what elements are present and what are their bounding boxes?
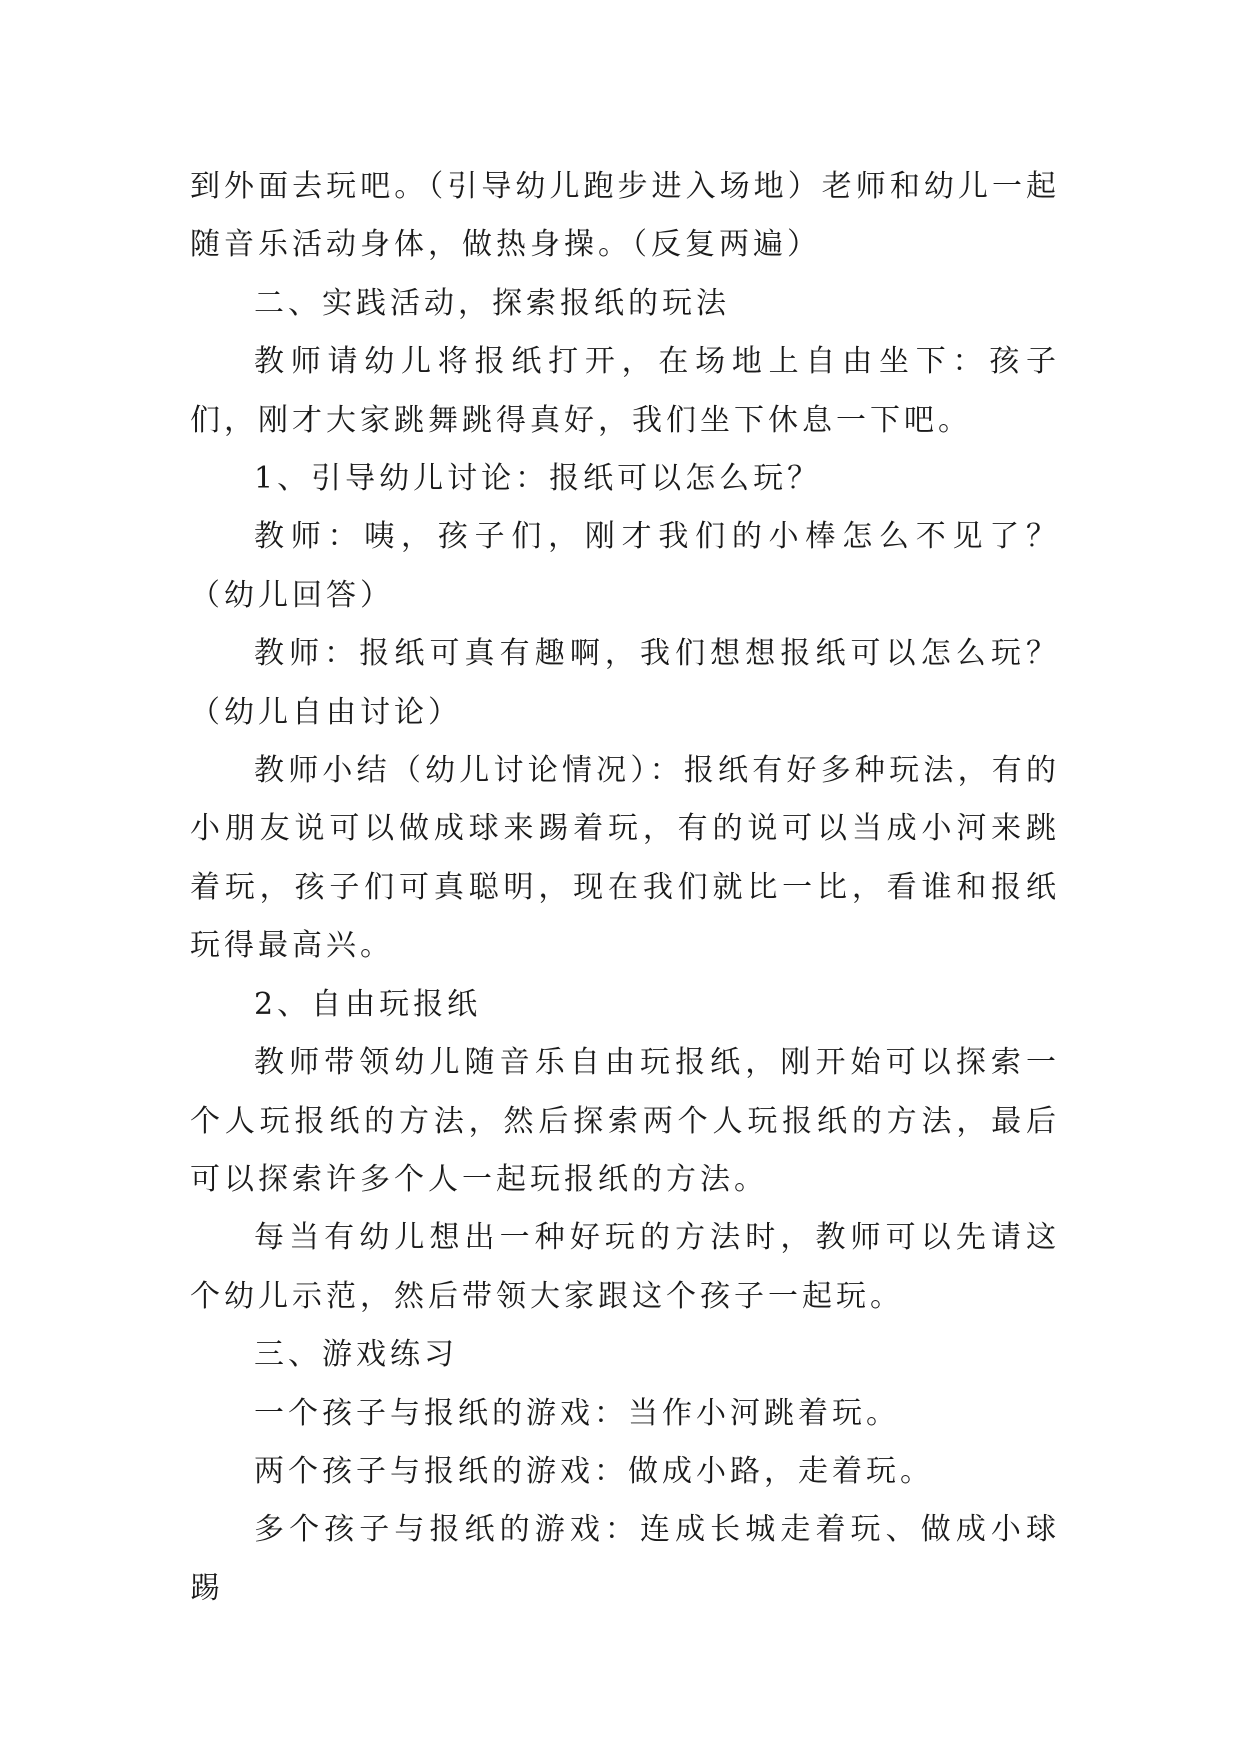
paragraph-game-many-children: 多个孩子与报纸的游戏：连成长城走着玩、做成小球踢 [190, 1512, 1060, 1606]
section-heading-practice: 二、实践活动，探索报纸的玩法 [254, 285, 730, 321]
subheading-free-play: 2、自由玩报纸 [254, 986, 482, 1022]
subheading-discussion: 1、引导幼儿讨论：报纸可以怎么玩？ [254, 461, 822, 497]
paragraph-teacher-summary: 教师小结（幼儿讨论情况）：报纸有好多种玩法，有的小朋友说可以做成球来踢着玩，有的说可以当成小河来跳着玩，孩子们可真聪明，现在我们就比一比，看谁和报纸玩得最高兴。 [190, 753, 1060, 964]
paragraph-warmup: 到外面去玩吧。（引导幼儿跑步进入场地）老师和幼儿一起随音乐活动身体，做热身操。（反复两遍） [190, 169, 1060, 263]
paragraph-game-two-children: 两个孩子与报纸的游戏：做成小路，走着玩。 [254, 1453, 934, 1489]
paragraph-free-play: 教师带领幼儿随音乐自由玩报纸，刚开始可以探索一个人玩报纸的方法，然后探索两个人玩报纸的方法，最后可以探索许多个人一起玩报纸的方法。 [190, 1045, 1060, 1197]
paragraph-game-one-child: 一个孩子与报纸的游戏：当作小河跳着玩。 [254, 1395, 900, 1431]
paragraph-open-newspaper: 教师请幼儿将报纸打开，在场地上自由坐下：孩子们，刚才大家跳舞跳得真好，我们坐下休息一下吧。 [190, 344, 1060, 438]
paragraph-teacher-prompt: 教师：报纸可真有趣啊，我们想想报纸可以怎么玩？（幼儿自由讨论） [190, 636, 1060, 730]
document-body [190, 158, 1060, 1618]
section-heading-game-practice: 三、游戏练习 [254, 1337, 458, 1373]
paragraph-demonstration: 每当有幼儿想出一种好玩的方法时，教师可以先请这个幼儿示范，然后带领大家跟这个孩子一起玩。 [190, 1220, 1060, 1314]
paragraph-teacher-question: 教师：咦，孩子们，刚才我们的小棒怎么不见了？（幼儿回答） [190, 519, 1060, 613]
